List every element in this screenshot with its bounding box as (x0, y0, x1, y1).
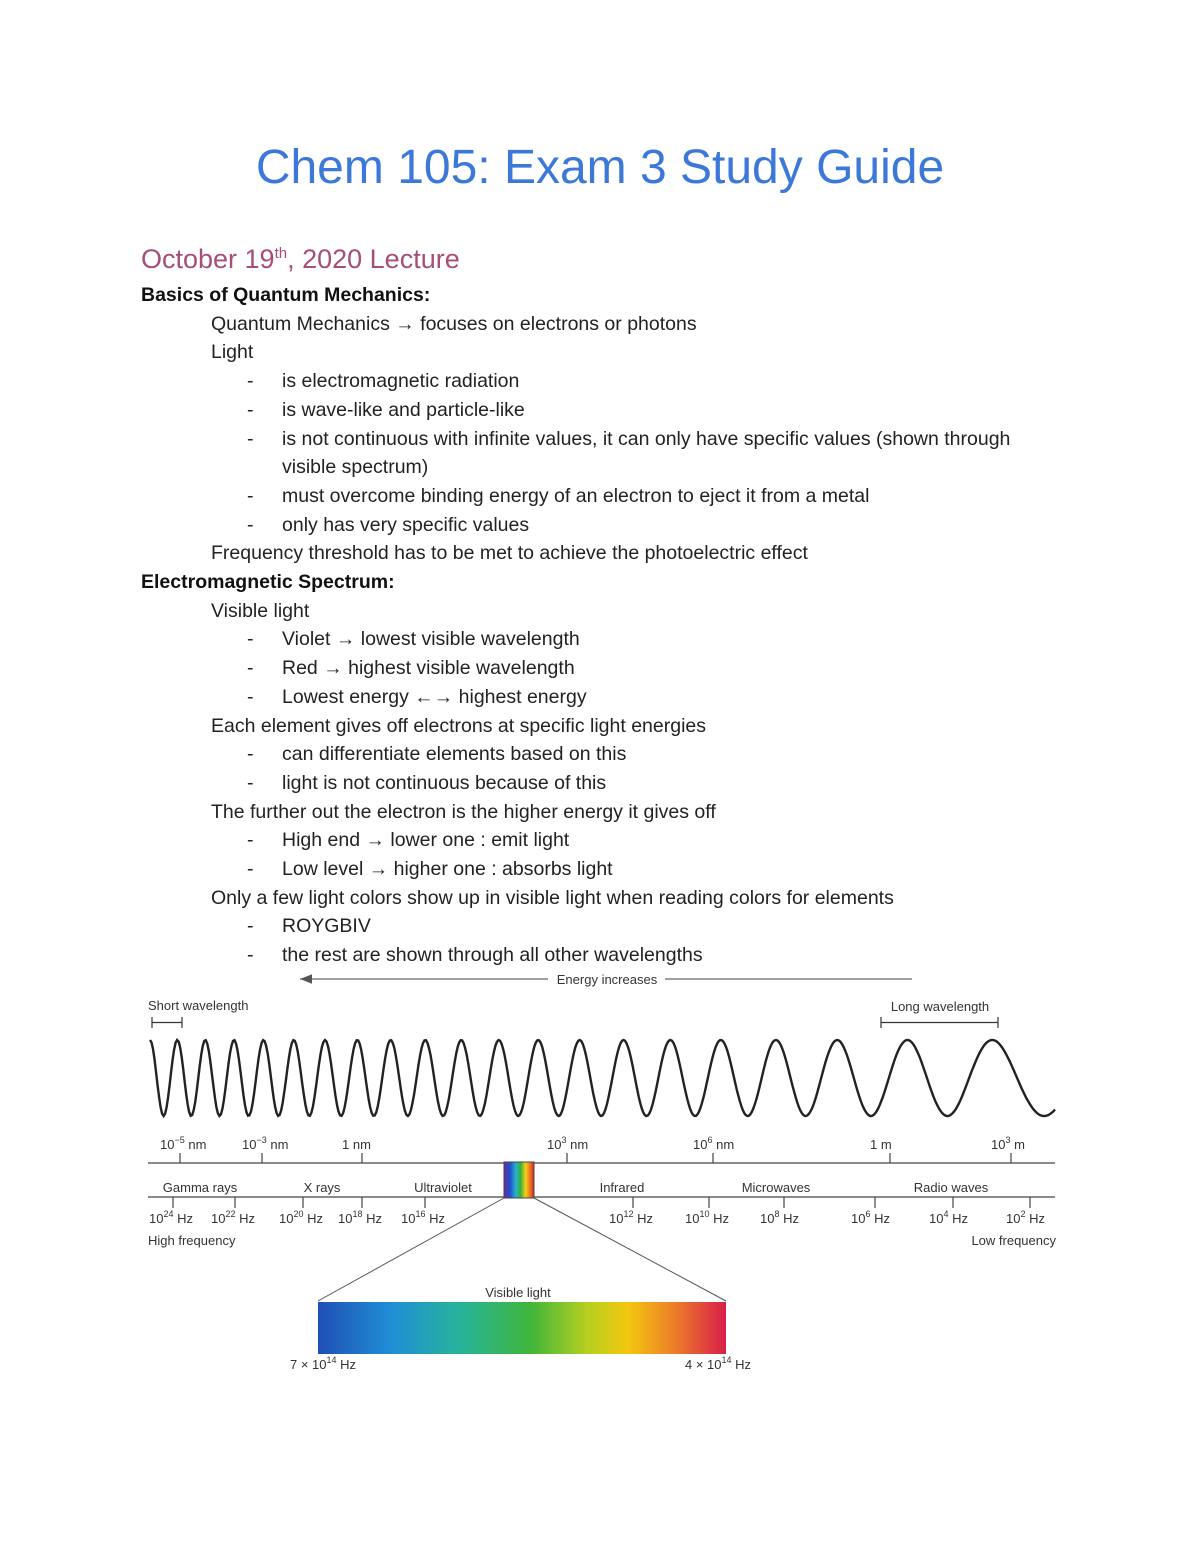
frequency-label: $10^2$ Hz (1006, 1209, 1045, 1226)
bullet-text: is electromagnetic radiation (282, 370, 520, 393)
frequency-labels (149, 1209, 1045, 1226)
visible-frequency-right: $4 \times 10^{14}$ Hz (685, 1355, 752, 1372)
visible-band-marker (504, 1162, 534, 1198)
region-label: Microwaves (741, 1180, 811, 1195)
bullet-text: is not continuous with infinite values, it can only have specific values (shown through visible spectrum) (282, 427, 1011, 479)
bullet-dash: - (247, 743, 254, 766)
wavelength-label: $10^3$ nm (547, 1135, 589, 1152)
lecture-heading (141, 244, 460, 275)
visible-frequency-left: $7 \times 10^{14}$ Hz (290, 1355, 357, 1372)
bullet-item (141, 769, 1061, 798)
visible-light-spectrum (318, 1302, 726, 1354)
wavelength-label: $10^{-5}$ nm (160, 1135, 207, 1152)
bullet-text: must overcome binding energy of an electron to eject it from a metal (282, 484, 870, 507)
note-line: Visible light (211, 599, 310, 622)
bullet-item (141, 654, 1061, 683)
bullet-text: can differentiate elements based on this (282, 743, 627, 766)
bullet-dash: - (247, 771, 254, 794)
bullet-dash: - (247, 484, 254, 507)
note-line: The further out the electron is the higher energy it gives off (211, 800, 716, 823)
short-wavelength-bracket (152, 1017, 182, 1028)
bullet-item (141, 396, 1061, 425)
short-wavelength-label: Short wavelength (148, 998, 249, 1013)
bullet-item (141, 740, 1061, 769)
bullet-dash: - (247, 427, 254, 450)
frequency-label: $10^{10}$ Hz (685, 1209, 729, 1226)
bullet-text: only has very specific values (282, 513, 530, 536)
section-heading-quantum: Basics of Quantum Mechanics: (141, 284, 431, 306)
low-frequency-label: Low frequency (971, 1233, 1056, 1248)
bullet-text: is wave-like and particle-like (282, 398, 525, 421)
long-wavelength-bracket (881, 1017, 998, 1028)
note-line: Frequency threshold has to be met to achieve the photoelectric effect (211, 542, 808, 565)
bullet-text: Low level → higher one : absorbs light (282, 858, 613, 881)
bullet-item (141, 625, 1061, 654)
em-spectrum-figure (140, 965, 1070, 1390)
bullet-dash: - (247, 398, 254, 421)
section-heading-spectrum: Electromagnetic Spectrum: (141, 571, 395, 594)
frequency-label: $10^{20}$ Hz (279, 1209, 323, 1226)
bullet-text: High end → lower one : emit light (282, 829, 570, 852)
bullet-dash: - (247, 657, 254, 680)
bullet-dash: - (247, 858, 254, 881)
frequency-label: $10^{24}$ Hz (149, 1209, 193, 1226)
region-label: Infrared (599, 1180, 645, 1195)
bullet-dash: - (247, 513, 254, 536)
bullet-item (141, 425, 1061, 482)
bullet-text: ROYGBIV (282, 915, 371, 938)
bullet-item (141, 855, 1061, 884)
em-spectrum-diagram (140, 965, 1070, 1385)
bullet-dash: - (247, 829, 254, 852)
bullet-item (141, 482, 1061, 511)
note-line: Light (211, 341, 254, 364)
lecture-label: , 2020 Lecture (287, 244, 460, 274)
visible-frequency-labels (290, 1355, 751, 1372)
bullet-item (141, 683, 1061, 712)
page-title: Chem 105: Exam 3 Study Guide (255, 141, 945, 194)
wavelength-labels (160, 1135, 1025, 1152)
note-line: Each element gives off electrons at specific light energies (211, 714, 706, 737)
bullet-dash: - (247, 370, 254, 393)
wavelength-label: $10^3$ m (991, 1135, 1025, 1152)
bullet-item (141, 367, 1061, 396)
wavelength-label: 1 nm (342, 1137, 371, 1152)
bullet-text: the rest are shown through all other wavelengths (282, 944, 703, 967)
note-line: Quantum Mechanics → focuses on electrons or photons (211, 312, 697, 335)
visible-light-label: Visible light (485, 1285, 551, 1300)
bullet-item (141, 912, 1061, 941)
frequency-label: $10^{16}$ Hz (401, 1209, 445, 1226)
frequency-label: $10^4$ Hz (929, 1209, 968, 1226)
region-label: Gamma rays (162, 1180, 238, 1195)
lecture-date: October 19 (141, 244, 275, 274)
wavelength-label: $10^6$ nm (693, 1135, 735, 1152)
spectrum-regions (163, 1180, 989, 1195)
long-wavelength-label: Long wavelength (890, 999, 990, 1014)
region-label: Radio waves (913, 1180, 989, 1195)
frequency-label: $10^6$ Hz (851, 1209, 890, 1226)
wavelength-ticks (180, 1153, 1011, 1163)
high-frequency-label: High frequency (148, 1233, 236, 1248)
lecture-date-suffix: th (274, 245, 288, 262)
energy-increases-label: Energy increases (556, 972, 658, 987)
frequency-ticks (173, 1197, 1030, 1208)
bullet-item (141, 511, 1061, 540)
bullet-item (141, 826, 1061, 855)
frequency-label: $10^{12}$ Hz (609, 1209, 653, 1226)
bullet-dash: - (247, 685, 254, 708)
bullet-text: Lowest energy ←→ highest energy (282, 685, 587, 708)
frequency-label: $10^{22}$ Hz (211, 1209, 255, 1226)
region-label: X rays (303, 1180, 341, 1195)
bullet-dash: - (247, 944, 254, 967)
region-label: Ultraviolet (414, 1180, 472, 1195)
wavelength-label: $10^{-3}$ nm (242, 1135, 289, 1152)
frequency-label: $10^{18}$ Hz (338, 1209, 382, 1226)
note-line: Only a few light colors show up in visible light when reading colors for elements (211, 886, 894, 909)
bullet-text: Red → highest visible wavelength (282, 657, 575, 680)
frequency-label: $10^8$ Hz (760, 1209, 799, 1226)
bullet-dash: - (247, 915, 254, 938)
wavelength-label: 1 m (870, 1137, 892, 1152)
bullet-text: light is not continuous because of this (282, 771, 607, 794)
notes-body (141, 281, 1061, 970)
bullet-dash: - (247, 628, 254, 651)
em-wave (150, 1040, 1055, 1116)
bullet-text: Violet → lowest visible wavelength (282, 628, 580, 651)
